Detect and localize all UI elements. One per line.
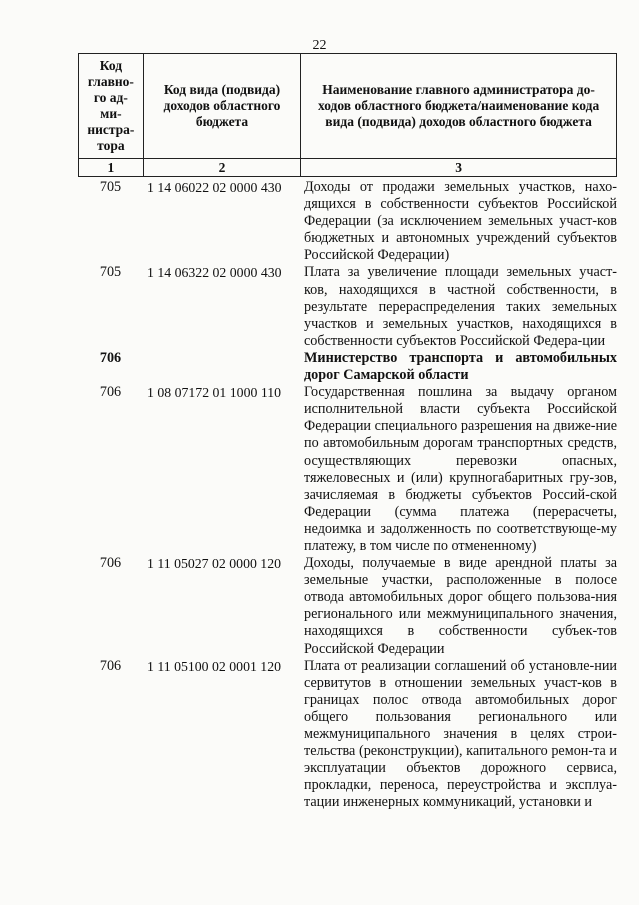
income-name: Государственная пошлина за выдачу органом исполнительной власти субъекта Российской Федерации специального разрешения на движе-ние по автомобильным дорогам транспортных средств, осуществляющих перевозки опасных, тяжеловесных и (или) крупногабаритных гру-зов, зачисляемая в бюджеты субъектов Россий-ской Федерации (сумма платежа (перерасчеты, недоимка и задолженность по соответствующе-му платежу, в том числе по отмененному) bbox=[304, 384, 617, 554]
table-header bbox=[78, 53, 617, 159]
table-row bbox=[78, 264, 617, 349]
admin-code: 705 bbox=[99, 264, 122, 281]
admin-code: 705 bbox=[99, 179, 122, 195]
income-code: 1 11 05100 02 0001 120 bbox=[147, 658, 282, 674]
column-number-row bbox=[78, 159, 617, 177]
income-code: 1 11 05027 02 0000 120 bbox=[147, 556, 282, 572]
header-income-code: Код вида (подвида) доходов областного бюджета bbox=[144, 54, 301, 158]
income-code: 1 14 06022 02 0000 430 bbox=[147, 180, 282, 195]
header-admin-code: Код главно-го ад-ми-нистра-тора bbox=[79, 54, 144, 158]
header-name: Наименование главного администратора до-ходов областного бюджета/наименование кода вида (подвида) доходов областного бюджета bbox=[317, 82, 600, 129]
income-name: Доходы, получаемые в виде арендной платы за земельные участки, расположенные в полосе отвода автомобильных дорог общего пользова-ния регионального или межмуниципального значения, находящихся в собственности субъек-тов Российской Федерации bbox=[304, 555, 617, 657]
table-row bbox=[78, 179, 617, 264]
admin-code: 706 bbox=[99, 555, 122, 572]
table-row-section bbox=[78, 350, 617, 384]
admin-code: 706 bbox=[99, 384, 122, 401]
income-code: 1 08 07172 01 1000 110 bbox=[147, 385, 282, 401]
income-name: Плата за увеличение площади земельных участ-ков, находящихся в частной собственности, в результате перераспределения таких земельных участков и земельных участков, находящихся в собственности субъектов Российской Федера-ции bbox=[304, 264, 617, 349]
col-number-1: 1 bbox=[79, 159, 144, 176]
col-number-3: 3 bbox=[455, 159, 462, 175]
ministry-name: Министерство транспорта и автомобильных дорог Самарской области bbox=[304, 349, 617, 384]
income-name: Доходы от продажи земельных участков, нахо-дящихся в собственности субъектов Российской Федерации (за исключением земельных участ-ков бюджетных и автономных учреждений субъектов Российской Федерации) bbox=[304, 179, 617, 264]
col-number-2: 2 bbox=[144, 159, 301, 176]
page-number: 22 bbox=[312, 38, 327, 53]
admin-code: 706 bbox=[99, 349, 122, 366]
income-code bbox=[143, 350, 301, 384]
table-row bbox=[78, 658, 617, 812]
table-row bbox=[78, 384, 617, 555]
income-code: 1 14 06322 02 0000 430 bbox=[147, 265, 282, 281]
revenue-table bbox=[78, 53, 617, 811]
income-name: Плата от реализации соглашений об установле-нии сервитутов в отношении земельных участ-ков в границах полос отвода автомобильных дорог общего пользования регионального или межмуниципального значения в целях строи-тельства (реконструкции), капитального ремон-та и эксплуатации объектов дорожного сервиса, прокладки, переноса, переустройства и эксплуа-тации инженерных коммуникаций, установки и bbox=[304, 657, 617, 811]
admin-code: 706 bbox=[99, 657, 122, 674]
table-row bbox=[78, 555, 617, 658]
